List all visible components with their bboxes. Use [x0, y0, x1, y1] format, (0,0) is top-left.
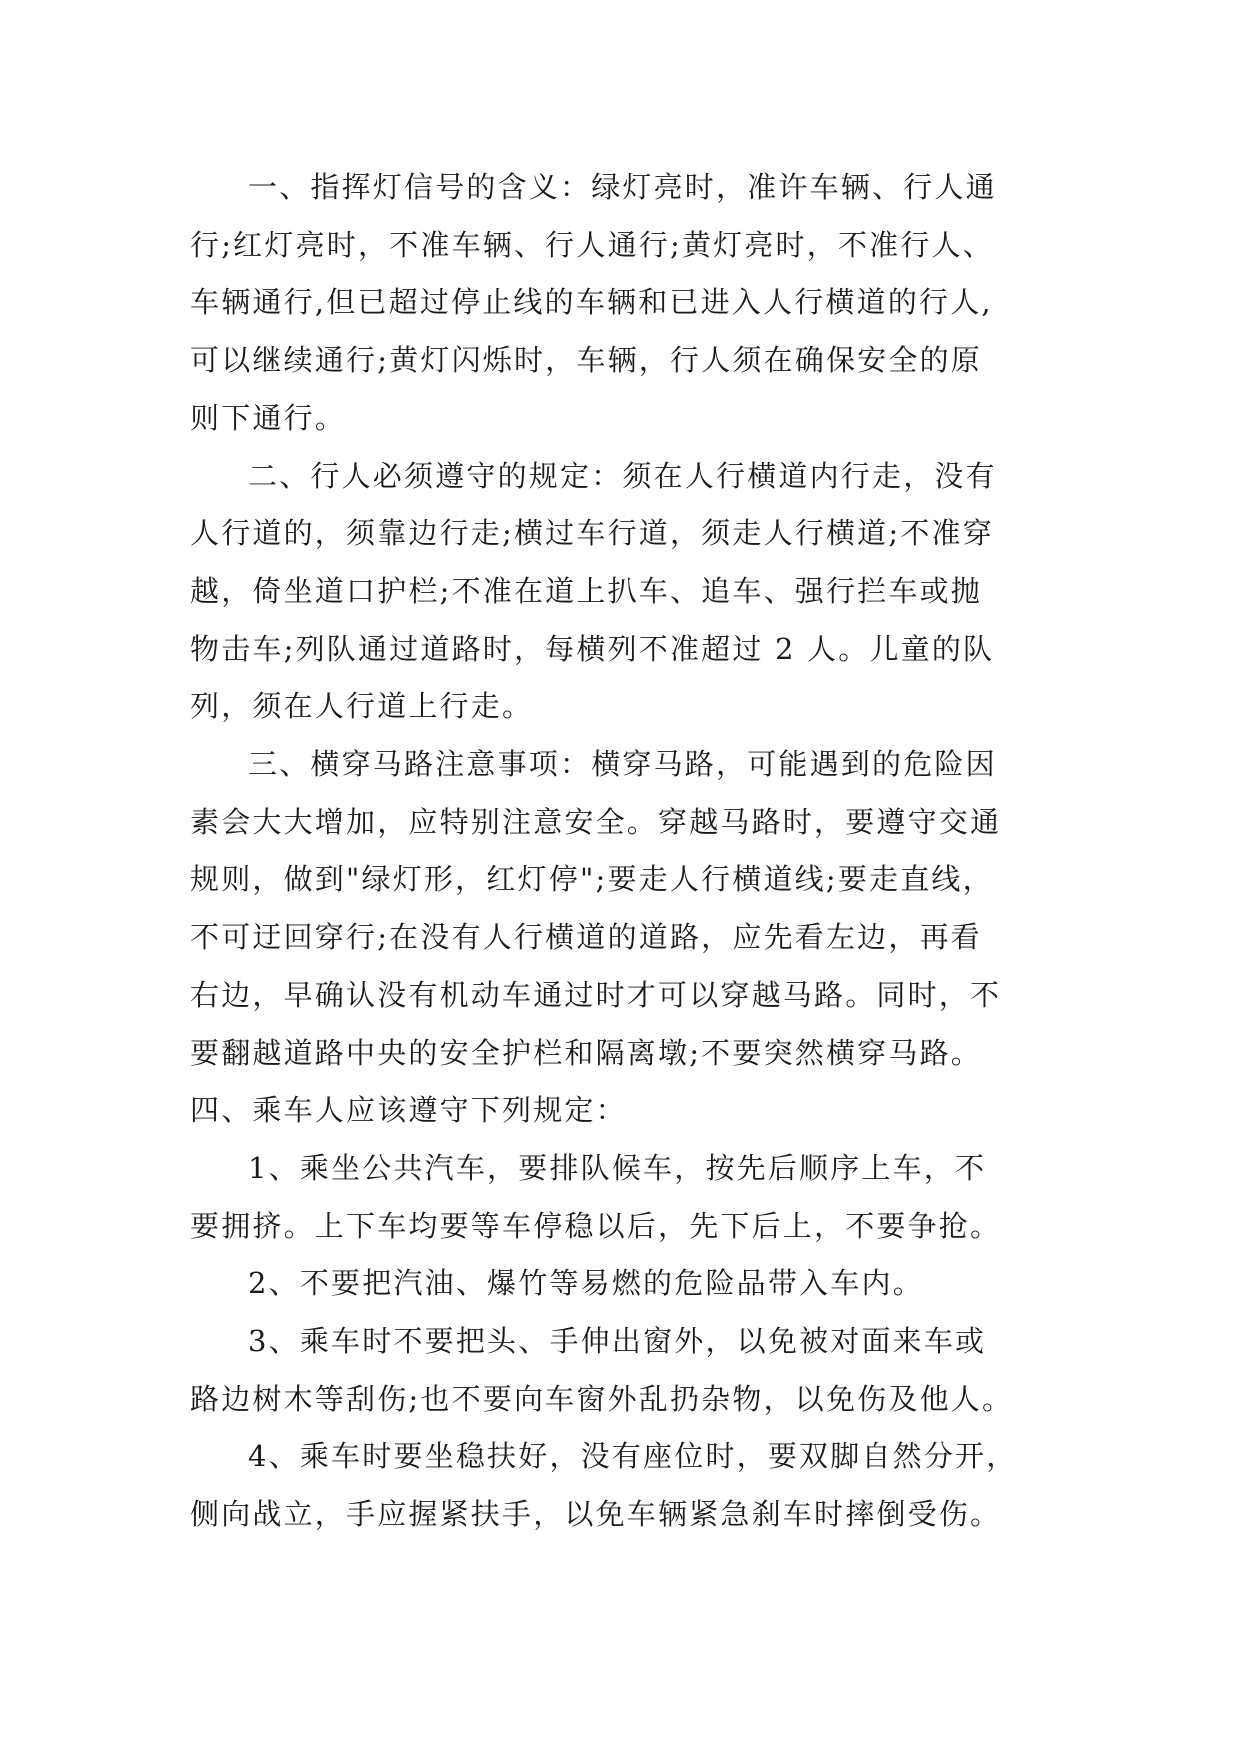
text-line: 右边，早确认没有机动车通过时才可以穿越马路。同时，不 — [190, 977, 1002, 1012]
text-line: 车辆通行,但已超过停止线的车辆和已进入人行横道的行人, — [190, 285, 993, 320]
text-line: 要翻越道路中央的安全护栏和隔离墩;不要突然横穿马路。 — [190, 1035, 982, 1070]
text-line: 则下通行。 — [190, 400, 347, 435]
paragraph-passenger-rules-heading — [190, 1082, 1090, 1140]
text-line: 3、乘车时不要把头、手伸出窗外，以免被对面来车或 — [248, 1324, 987, 1359]
text-line: 可以继续通行;黄灯闪烁时，车辆，行人须在确保安全的原 — [190, 343, 982, 378]
paragraph-crossing-road — [190, 736, 1090, 1082]
text-line: 要拥挤。上下车均要等车停稳以后，先下后上，不要争抢。 — [190, 1208, 1002, 1243]
text-line: 人行道的，须靠边行走;横过车行道，须走人行横道;不准穿 — [190, 516, 994, 551]
text-line: 4、乘车时要坐稳扶好，没有座位时，要双脚自然分开， — [248, 1439, 1018, 1474]
text-line: 侧向战立，手应握紧扶手，以免车辆紧急刹车时摔倒受伤。 — [190, 1497, 1002, 1532]
paragraph-rule-3 — [190, 1313, 1090, 1428]
text-line: 1、乘坐公共汽车，要排队候车，按先后顺序上车，不 — [248, 1150, 987, 1185]
text-line: 行;红灯亮时，不准车辆、行人通行;黄灯亮时，不准行人、 — [190, 227, 994, 262]
text-line: 素会大大增加，应特别注意安全。穿越马路时，要遵守交通 — [190, 804, 1002, 839]
text-line: 路边树木等刮伤;也不要向车窗外乱扔杂物，以免伤及他人。 — [190, 1381, 1014, 1416]
text-line: 物击车;列队通过道路时，每横列不准超过 2 人。儿童的队 — [190, 631, 995, 666]
text-line: 列，须在人行道上行走。 — [190, 689, 534, 724]
text-line: 二、行人必须遵守的规定：须在人行横道内行走，没有 — [248, 458, 997, 493]
text-line: 2、不要把汽油、爆竹等易燃的危险品带入车内。 — [248, 1266, 924, 1301]
text-line: 越，倚坐道口护栏;不准在道上扒车、追车、强行拦车或抛 — [190, 573, 982, 608]
paragraph-pedestrian-rules — [190, 448, 1090, 737]
paragraph-traffic-light-signals — [190, 159, 1090, 448]
document-body — [190, 159, 1090, 1544]
text-line: 三、横穿马路注意事项：横穿马路，可能遇到的危险因 — [248, 747, 997, 782]
text-line: 四、乘车人应该遵守下列规定： — [190, 1093, 627, 1128]
paragraph-rule-4 — [190, 1428, 1090, 1543]
text-line: 规则，做到"绿灯形，红灯停";要走人行横道线;要走直线， — [190, 862, 994, 897]
text-line: 不可迂回穿行;在没有人行横道的道路，应先看左边，再看 — [190, 920, 982, 955]
text-line: 一、指挥灯信号的含义：绿灯亮时，准许车辆、行人通 — [248, 170, 997, 204]
paragraph-rule-1 — [190, 1140, 1090, 1255]
paragraph-rule-2 — [190, 1255, 1090, 1313]
